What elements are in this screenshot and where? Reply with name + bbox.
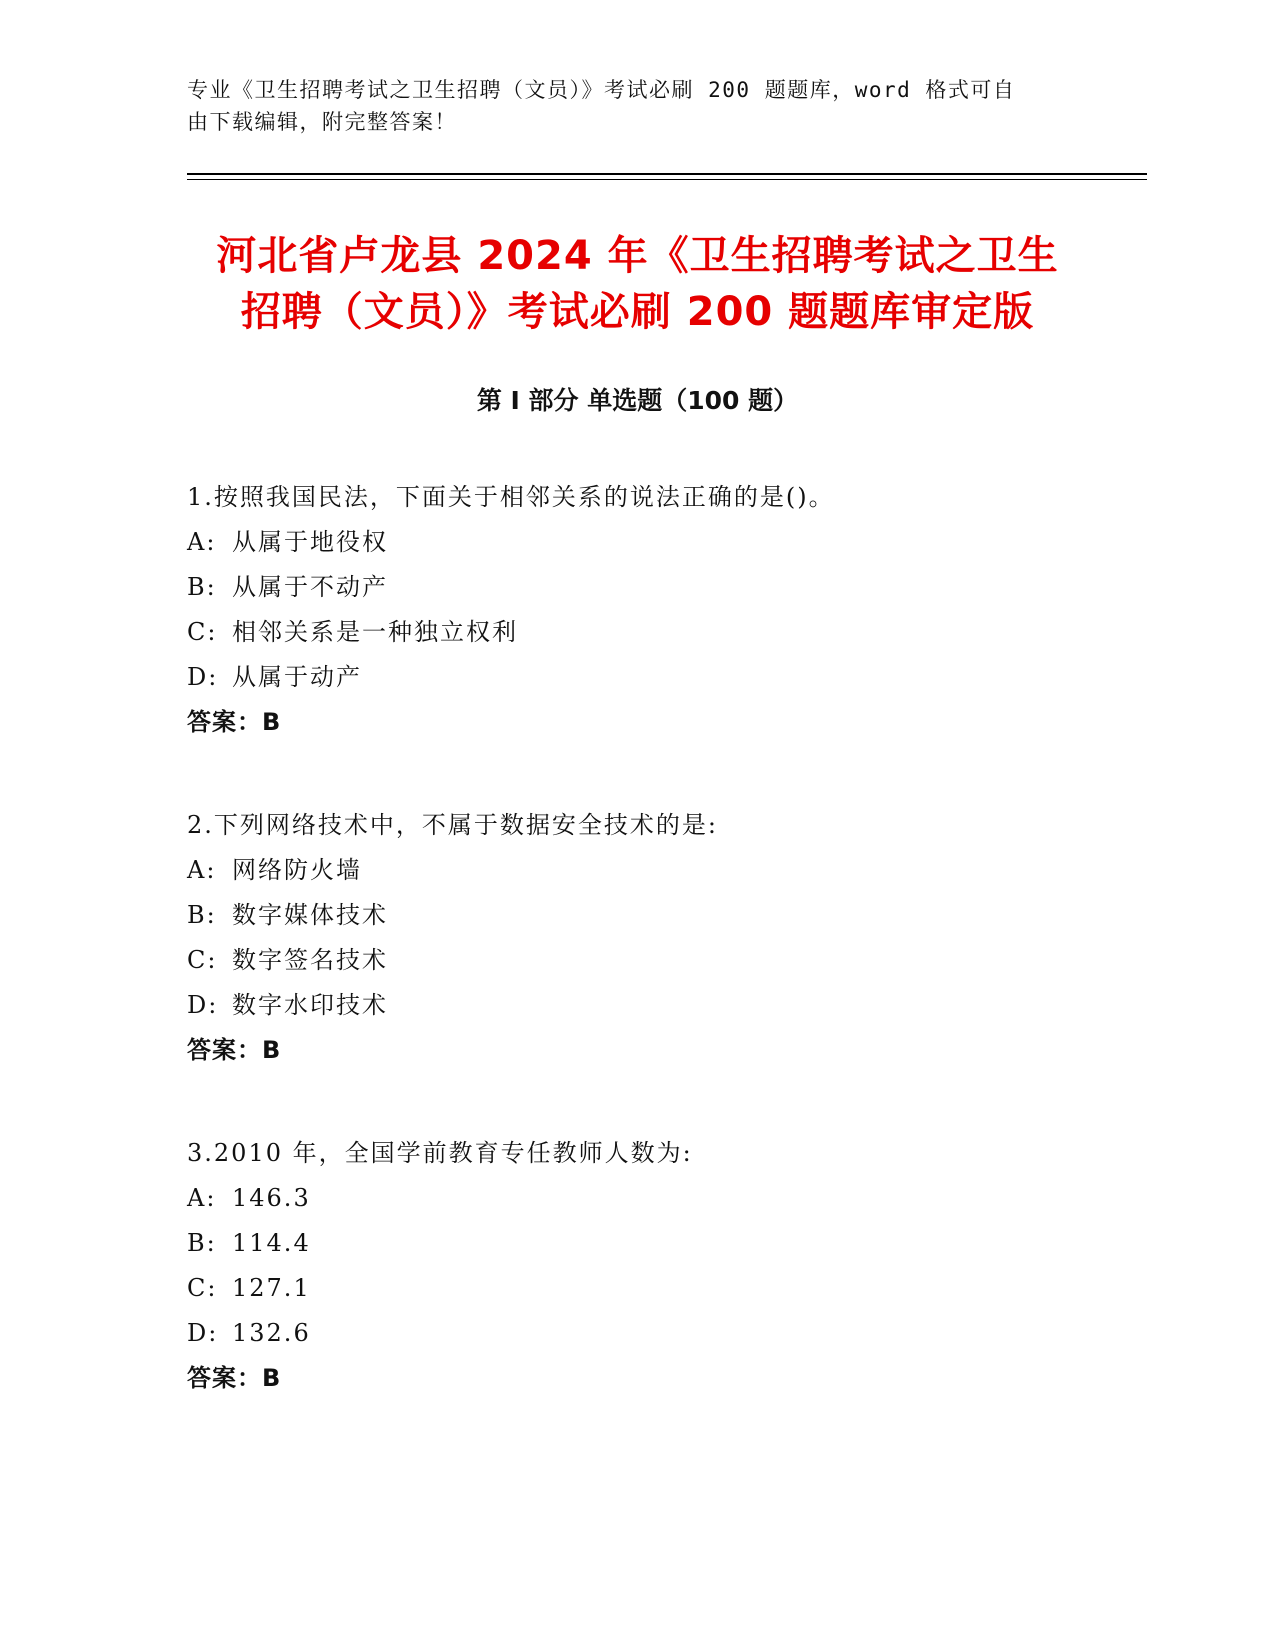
question-list	[187, 475, 1137, 1459]
question-1	[187, 475, 1137, 745]
header-note	[187, 74, 1087, 138]
header-note-line-1: 专业《卫生招聘考试之卫生招聘（文员）》考试必刷 200 题题库，word 格式可自	[187, 78, 1016, 102]
header-divider-thick	[187, 173, 1147, 175]
option-key: A:	[187, 1184, 217, 1212]
option-key: C:	[187, 1274, 218, 1302]
option-text: 网络防火墙	[232, 856, 362, 884]
question-stem: 2.下列网络技术中，不属于数据安全技术的是:	[187, 811, 718, 839]
option-d	[187, 1311, 1137, 1356]
option-text: 从属于不动产	[232, 573, 388, 601]
option-text: 114.4	[232, 1229, 311, 1257]
question-2	[187, 803, 1137, 1073]
question-3	[187, 1131, 1137, 1401]
option-key: B:	[187, 573, 217, 601]
answer: 答案：B	[187, 1364, 282, 1392]
option-text: 从属于动产	[232, 663, 362, 691]
option-b	[187, 1221, 1137, 1266]
document-title-line-2: 招聘（文员）》考试必刷 200 题题库审定版	[240, 289, 1035, 335]
option-text: 数字签名技术	[232, 946, 388, 974]
option-text: 数字媒体技术	[232, 901, 388, 929]
option-key: D:	[187, 663, 219, 691]
option-key: C:	[187, 946, 218, 974]
option-a	[187, 520, 1137, 565]
document-title-line-1: 河北省卢龙县 2024 年《卫生招聘考试之卫生	[216, 233, 1059, 279]
section-title: 第 I 部分 单选题（100 题）	[476, 386, 799, 415]
option-text: 从属于地役权	[232, 528, 388, 556]
option-text: 数字水印技术	[232, 991, 388, 1019]
option-text: 127.1	[232, 1274, 311, 1302]
answer: 答案：B	[187, 708, 282, 736]
option-b	[187, 893, 1137, 938]
option-c	[187, 938, 1137, 983]
option-key: A:	[187, 856, 217, 884]
header-note-line-2: 由下载编辑，附完整答案！	[187, 110, 457, 134]
option-key: A:	[187, 528, 217, 556]
option-a	[187, 848, 1137, 893]
option-d	[187, 655, 1137, 700]
option-key: B:	[187, 1229, 217, 1257]
option-c	[187, 610, 1137, 655]
option-key: B:	[187, 901, 217, 929]
option-text: 相邻关系是一种独立权利	[232, 618, 518, 646]
question-stem: 3.2010 年，全国学前教育专任教师人数为:	[187, 1139, 693, 1167]
question-stem: 1.按照我国民法，下面关于相邻关系的说法正确的是()。	[187, 483, 835, 511]
option-text: 146.3	[232, 1184, 311, 1212]
option-a	[187, 1176, 1137, 1221]
option-text: 132.6	[232, 1319, 311, 1347]
option-b	[187, 565, 1137, 610]
header-divider-thin	[187, 179, 1147, 180]
answer: 答案：B	[187, 1036, 282, 1064]
document-title	[150, 228, 1125, 340]
option-c	[187, 1266, 1137, 1311]
option-key: C:	[187, 618, 218, 646]
option-key: D:	[187, 1319, 219, 1347]
option-key: D:	[187, 991, 219, 1019]
option-d	[187, 983, 1137, 1028]
